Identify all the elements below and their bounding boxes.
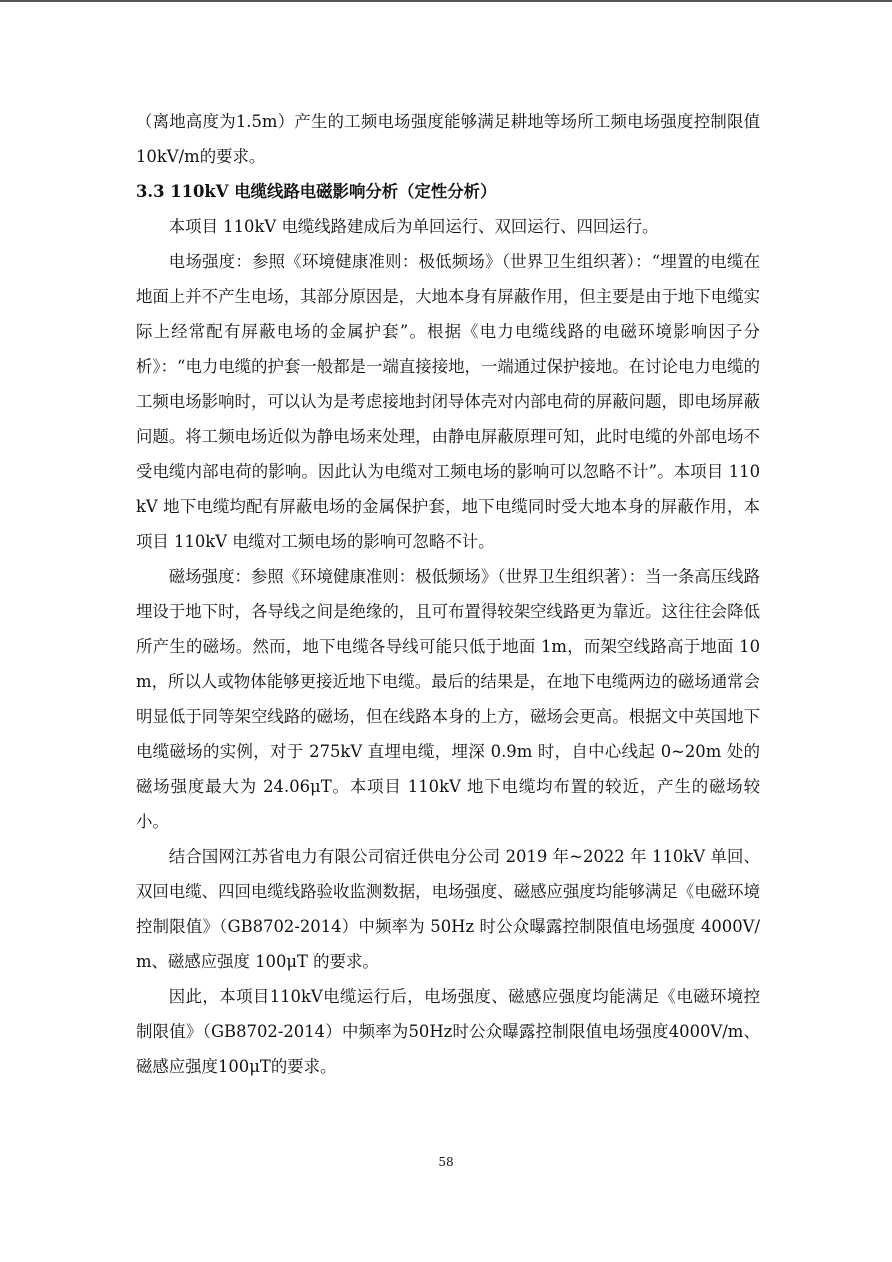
header-rule [0, 0, 892, 2]
page-number: 58 [438, 1155, 454, 1169]
document-body [136, 104, 760, 1084]
continued-paragraph: （离地高度为1.5m）产生的工频电场强度能够满足耕地等场所工频电场强度控制限值10kV/m的要求。 [136, 112, 760, 166]
paragraph-conclusion: 因此，本项目110kV电缆运行后，电场强度、磁感应强度均能满足《电磁环境控制限值》（GB8702-2014）中频率为50Hz时公众曝露控制限值电场强度4000V/m、磁感应强度100μT的要求。 [136, 987, 760, 1076]
paragraph-magnetic-field: 磁场强度：参照《环境健康准则：极低频场》（世界卫生组织著）：当一条高压线路埋设于地下时，各导线之间是绝缘的，且可布置得较架空线路更为靠近。这往往会降低所产生的磁场。然而，地下电缆各导线可能只低于地面 1m，而架空线路高于地面 10m，所以人或物体能够更接近地下电缆。最后的结果是，在地下电缆两边的磁场通常会明显低于同等架空线路的磁场，但在线路本身的上方，磁场会更高。根据文中英国地下电缆磁场的实例，对于 275kV 直埋电缆，埋深 0.9m 时，自中心线起 0~20m 处的磁场强度最大为 24.06μT。本项目 110kV 地下电缆均布置的较近，产生的磁场较小。 [136, 567, 760, 831]
paragraph-electric-field: 电场强度：参照《环境健康准则：极低频场》（世界卫生组织著）：“埋置的电缆在地面上并不产生电场，其部分原因是，大地本身有屏蔽作用，但主要是由于地下电缆实际上经常配有屏蔽电场的金属护套”。根据《电力电缆线路的电磁环境影响因子分析》：“电力电缆的护套一般都是一端直接接地，一端通过保护接地。在讨论电力电缆的工频电场影响时，可以认为是考虑接地封闭导体壳对内部电荷的屏蔽问题，即电场屏蔽问题。将工频电场近似为静电场来处理，由静电屏蔽原理可知，此时电缆的外部电场不受电缆内部电荷的影响。因此认为电缆对工频电场的影响可以忽略不计”。本项目 110kV 地下电缆均配有屏蔽电场的金属保护套，地下电缆同时受大地本身的屏蔽作用，本项目 110kV 电缆对工频电场的影响可忽略不计。 [136, 252, 760, 551]
paragraph-monitoring-data: 结合国网江苏省电力有限公司宿迁供电分公司 2019 年~2022 年 110kV 单回、双回电缆、四回电缆线路验收监测数据，电场强度、磁感应强度均能够满足《电磁环境控制限值》（GB8702-2014）中频率为 50Hz 时公众曝露控制限值电场强度 4000V/m、磁感应强度 100μT 的要求。 [136, 847, 760, 971]
paragraph-operation-mode: 本项目 110kV 电缆线路建成后为单回运行、双回运行、四回运行。 [168, 217, 659, 236]
section-heading: 3.3 110kV 电缆线路电磁影响分析（定性分析） [136, 182, 497, 201]
